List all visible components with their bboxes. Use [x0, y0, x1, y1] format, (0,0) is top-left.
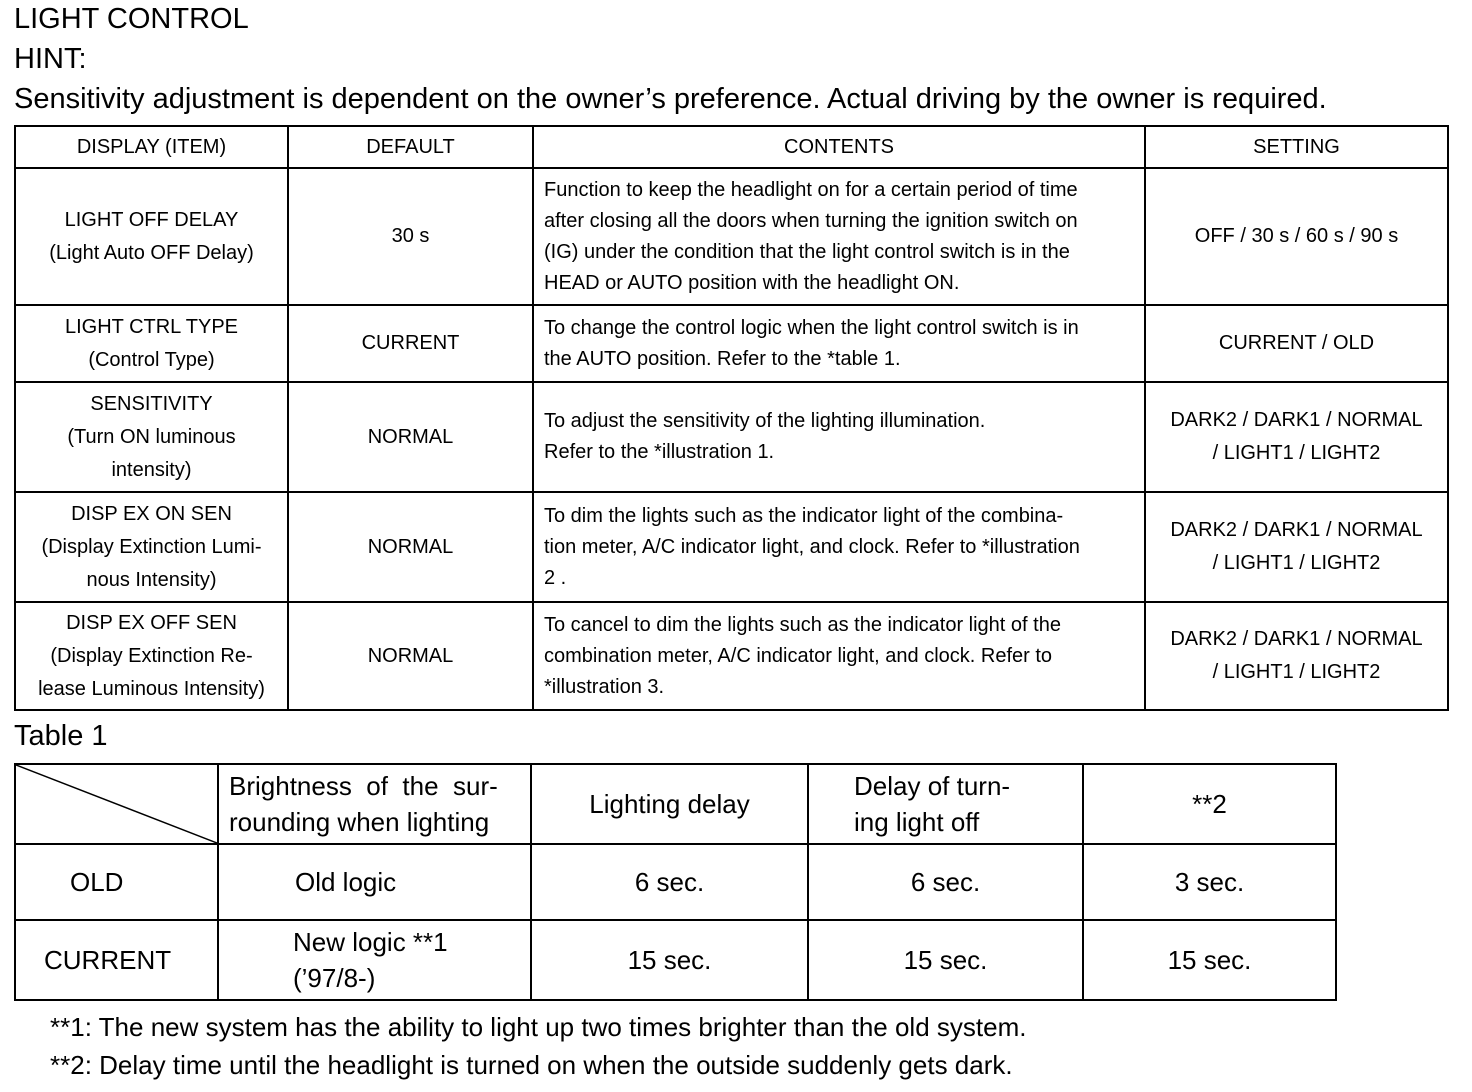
contents-line: HEAD or AUTO position with the headlight ON. — [544, 271, 960, 294]
default-cell: NORMAL — [288, 492, 533, 602]
turn-off-delay-value: 6 sec. — [808, 844, 1083, 920]
default-cell: 30 s — [288, 168, 533, 305]
light-control-table — [14, 125, 1449, 711]
setting-cell — [1145, 492, 1448, 602]
row-name: CURRENT — [15, 920, 218, 1000]
contents-cell — [533, 602, 1145, 710]
setting-cell — [1145, 602, 1448, 710]
table-row — [15, 305, 1448, 382]
header-setting: SETTING — [1145, 126, 1448, 168]
contents-line: the AUTO position. Refer to the *table 1. — [544, 347, 901, 370]
table-row — [15, 492, 1448, 602]
lighting-delay-value: 15 sec. — [531, 920, 808, 1000]
setting-line: / LIGHT1 / LIGHT2 — [1212, 442, 1381, 464]
setting-line: / LIGHT1 / LIGHT2 — [1212, 661, 1381, 683]
contents-line: Refer to the *illustration 1. — [544, 441, 775, 463]
setting-line: DARK2 / DARK1 / NORMAL — [1170, 409, 1423, 431]
contents-line: combination meter, A/C indicator light, and clock. Refer to — [544, 644, 1053, 667]
item-cell — [15, 492, 288, 602]
contents-cell — [533, 305, 1145, 382]
footnote-1: **1: The new system has the ability to light up two times brighter than the old system. — [50, 1012, 1027, 1042]
header-brightness — [218, 764, 531, 844]
setting-cell — [1145, 382, 1448, 492]
item-cell — [15, 602, 288, 710]
hint-label: HINT: — [14, 43, 87, 75]
page-title: LIGHT CONTROL — [14, 3, 249, 35]
contents-line: To adjust the sensitivity of the lighting illumination. — [544, 410, 986, 432]
diagonal-corner-cell — [15, 764, 218, 844]
table-row — [15, 844, 1336, 920]
item-subname: lease Luminous Intensity) — [38, 677, 265, 700]
turn-off-delay-value: 15 sec. — [808, 920, 1083, 1000]
item-name: DISP EX OFF SEN — [66, 611, 237, 634]
contents-line: tion meter, A/C indicator light, and clock. Refer to *illustration — [544, 535, 1080, 558]
header-default: DEFAULT — [288, 126, 533, 168]
logic-cell — [218, 920, 531, 1000]
table-row — [15, 382, 1448, 492]
item-subname: nous Intensity) — [86, 568, 217, 591]
item-subname: (Control Type) — [88, 348, 215, 371]
item-name: LIGHT OFF DELAY — [64, 208, 239, 231]
contents-line: after closing all the doors when turning the ignition switch on — [544, 209, 1078, 232]
contents-line: (IG) under the condition that the light control switch is in the — [544, 240, 1070, 263]
setting-cell — [1145, 305, 1448, 382]
default-cell: NORMAL — [288, 602, 533, 710]
header-display-item: DISPLAY (ITEM) — [15, 126, 288, 168]
header-line: ing light off — [854, 807, 980, 837]
hint-text: Sensitivity adjustment is dependent on the owner’s preference. Actual driving by the owner is required. — [14, 83, 1327, 115]
table-row — [15, 920, 1336, 1000]
header-line: Brightness of the sur- — [229, 771, 498, 801]
header-line: **2 — [1192, 789, 1227, 819]
table1-header-row — [15, 764, 1336, 844]
logic-cell — [218, 844, 531, 920]
setting-line: DARK2 / DARK1 / NORMAL — [1170, 519, 1423, 541]
contents-line: Function to keep the headlight on for a certain period of time — [544, 178, 1078, 201]
default-cell: NORMAL — [288, 382, 533, 492]
default-cell: CURRENT — [288, 305, 533, 382]
header-note2 — [1083, 764, 1336, 844]
contents-cell — [533, 168, 1145, 305]
item-cell — [15, 382, 288, 492]
lighting-delay-value: 6 sec. — [531, 844, 808, 920]
header-line: Lighting delay — [589, 789, 750, 819]
item-name: SENSITIVITY — [90, 392, 213, 415]
logic-line: New logic **1 — [293, 927, 448, 957]
item-subname: (Light Auto OFF Delay) — [49, 241, 254, 264]
logic-line: Old logic — [295, 867, 397, 897]
item-subname: (Turn ON luminous — [67, 425, 236, 448]
contents-cell — [533, 382, 1145, 492]
setting-line: / LIGHT1 / LIGHT2 — [1212, 552, 1381, 574]
header-lighting-delay — [531, 764, 808, 844]
setting-line: DARK2 / DARK1 / NORMAL — [1170, 628, 1423, 650]
header-row — [15, 126, 1448, 168]
item-subname: (Display Extinction Lumi- — [41, 535, 262, 558]
note2-value: 3 sec. — [1083, 844, 1336, 920]
diagonal-line — [16, 765, 217, 843]
contents-line: To dim the lights such as the indicator light of the combina- — [544, 504, 1064, 527]
row-name: OLD — [15, 844, 218, 920]
header-line: rounding when lighting — [229, 807, 490, 837]
table1-label: Table 1 — [14, 720, 108, 752]
table-row — [15, 168, 1448, 305]
footnote-2: **2: Delay time until the headlight is turned on when the outside suddenly gets dark. — [50, 1050, 1013, 1080]
note2-value: 15 sec. — [1083, 920, 1336, 1000]
contents-line: 2 . — [544, 566, 567, 589]
setting-line: CURRENT / OLD — [1218, 332, 1375, 354]
item-subname: intensity) — [111, 458, 192, 481]
setting-line: OFF / 30 s / 60 s / 90 s — [1194, 225, 1399, 247]
item-subname: (Display Extinction Re- — [50, 644, 253, 667]
table1 — [14, 763, 1337, 1001]
item-name: LIGHT CTRL TYPE — [64, 315, 238, 338]
table-row — [15, 602, 1448, 710]
contents-cell — [533, 492, 1145, 602]
contents-line: *illustration 3. — [544, 675, 665, 698]
item-name: DISP EX ON SEN — [71, 502, 232, 525]
item-cell — [15, 168, 288, 305]
header-line: Delay of turn- — [854, 771, 1011, 801]
setting-cell — [1145, 168, 1448, 305]
item-cell — [15, 305, 288, 382]
logic-line: (’97/8-) — [293, 963, 376, 993]
header-turn-off-delay — [808, 764, 1083, 844]
contents-line: To cancel to dim the lights such as the indicator light of the — [544, 613, 1061, 636]
header-contents: CONTENTS — [533, 126, 1145, 168]
contents-line: To change the control logic when the light control switch is in — [544, 316, 1079, 339]
